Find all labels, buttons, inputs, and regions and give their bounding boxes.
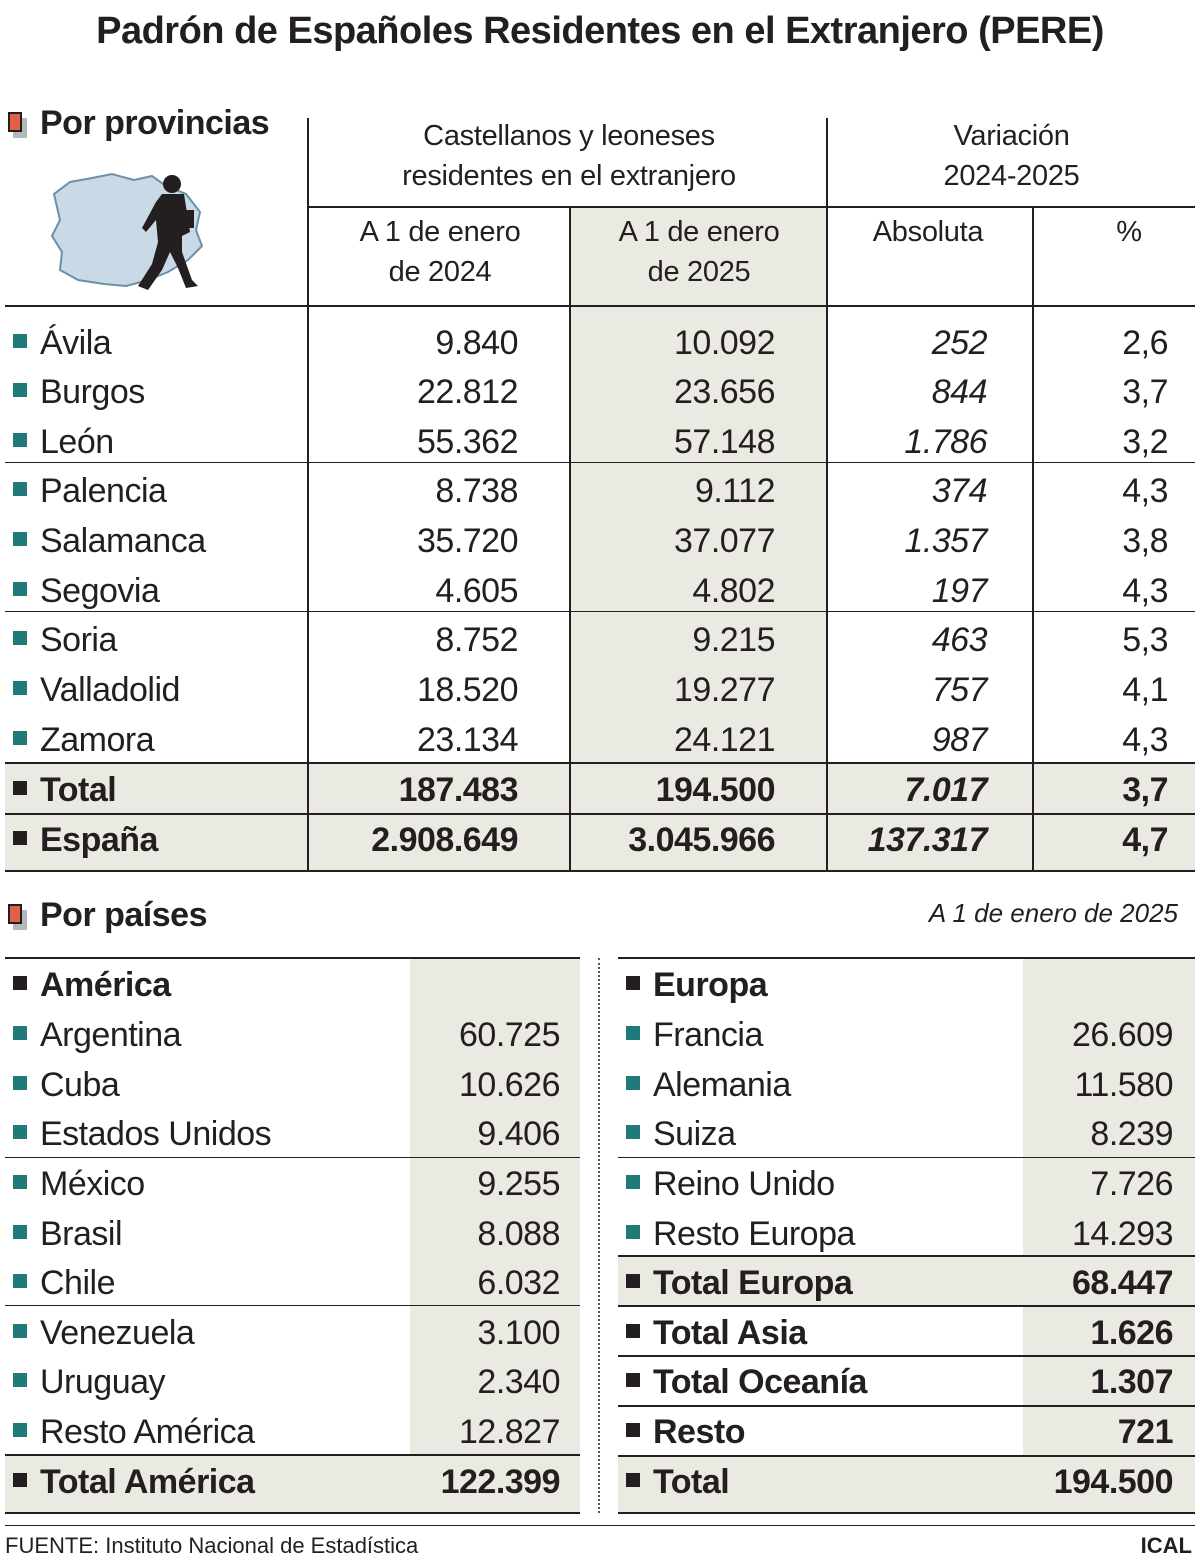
country-name: Francia <box>626 1010 763 1060</box>
variation-absolute: 1.786 <box>904 423 987 461</box>
country-name: Total <box>626 1457 729 1507</box>
province-row <box>5 566 1195 616</box>
value-2025: 3.045.966 <box>628 821 775 859</box>
country-name: Resto América <box>13 1407 255 1457</box>
country-name: Venezuela <box>13 1308 194 1358</box>
country-name: Cuba <box>13 1060 119 1110</box>
province-row <box>5 815 1195 865</box>
country-value: 26.609 <box>1072 1016 1173 1054</box>
country-name: Resto Europa <box>626 1209 855 1259</box>
row-marker-icon <box>626 1175 640 1189</box>
row-marker-icon <box>13 482 27 496</box>
value-2025: 4.802 <box>692 572 775 610</box>
value-2024: 9.840 <box>435 324 518 362</box>
row-marker-icon <box>13 334 27 348</box>
value-2025: 10.092 <box>674 324 775 362</box>
variation-percent: 3,7 <box>1122 373 1168 411</box>
row-marker-icon <box>13 1423 27 1437</box>
province-row <box>5 466 1195 516</box>
value-2024: 8.752 <box>435 621 518 659</box>
province-row <box>5 318 1195 368</box>
row-marker-icon <box>626 1125 640 1139</box>
country-name: Uruguay <box>13 1357 165 1407</box>
province-name: Salamanca <box>13 516 206 566</box>
row-marker-icon <box>626 976 640 990</box>
value-2024: 18.520 <box>417 671 518 709</box>
country-value: 1.307 <box>1090 1363 1173 1401</box>
row-marker-icon <box>13 1225 27 1239</box>
row-marker-icon <box>626 1373 640 1387</box>
province-name: Segovia <box>13 566 159 616</box>
variation-percent: 3,2 <box>1122 423 1168 461</box>
country-value: 2.340 <box>477 1363 560 1401</box>
column-separator <box>598 958 600 1513</box>
row-marker-icon <box>13 1274 27 1288</box>
row-marker-icon <box>626 1274 640 1288</box>
country-name: Argentina <box>13 1010 181 1060</box>
country-row <box>618 1159 1195 1209</box>
value-2025: 57.148 <box>674 423 775 461</box>
country-row <box>618 1308 1195 1358</box>
row-marker-icon <box>13 1076 27 1090</box>
country-name: Europa <box>626 960 767 1010</box>
variation-absolute: 374 <box>931 472 987 510</box>
country-row <box>5 1457 580 1507</box>
country-row <box>618 1010 1195 1060</box>
row-marker-icon <box>13 1324 27 1338</box>
variation-absolute: 137.317 <box>867 821 987 859</box>
country-value: 10.626 <box>459 1066 560 1104</box>
country-row <box>618 1407 1195 1457</box>
province-name: Palencia <box>13 466 166 516</box>
province-name: Total <box>13 765 116 815</box>
province-row <box>5 615 1195 665</box>
variation-absolute: 757 <box>931 671 987 709</box>
country-name: Alemania <box>626 1060 791 1110</box>
country-row <box>618 1258 1195 1308</box>
value-2024: 4.605 <box>435 572 518 610</box>
country-value: 122.399 <box>440 1463 560 1501</box>
europe-bottom-line <box>618 1512 1195 1514</box>
row-marker-icon <box>13 831 27 845</box>
brand-logo: ICAL <box>1140 1533 1192 1558</box>
country-value: 7.726 <box>1090 1165 1173 1203</box>
row-marker-icon <box>13 1373 27 1387</box>
province-row <box>5 715 1195 765</box>
country-value: 11.580 <box>1074 1066 1173 1104</box>
variation-percent: 5,3 <box>1122 621 1168 659</box>
countries-heading: Por países <box>40 896 207 934</box>
variation-percent: 3,8 <box>1122 522 1168 560</box>
value-2024: 22.812 <box>417 373 518 411</box>
province-name: Burgos <box>13 367 145 417</box>
header-divider <box>307 206 1195 208</box>
province-name: Soria <box>13 615 117 665</box>
value-2025: 194.500 <box>655 771 775 809</box>
country-name: Total Europa <box>626 1258 852 1308</box>
country-value: 9.406 <box>477 1115 560 1153</box>
section-marker-icon <box>8 112 24 134</box>
variation-absolute: 1.357 <box>904 522 987 560</box>
variation-absolute: 844 <box>931 373 987 411</box>
country-row <box>618 1109 1195 1159</box>
country-value: 12.827 <box>459 1413 560 1451</box>
country-value: 68.447 <box>1072 1264 1173 1302</box>
row-marker-icon <box>13 1125 27 1139</box>
country-row <box>5 1109 580 1159</box>
province-row <box>5 417 1195 467</box>
provinces-heading: Por provincias <box>40 104 270 142</box>
variation-percent: 4,7 <box>1122 821 1168 859</box>
section-marker-icon <box>8 904 24 926</box>
value-2024: 35.720 <box>417 522 518 560</box>
value-2024: 187.483 <box>398 771 518 809</box>
variation-percent: 4,3 <box>1122 472 1168 510</box>
country-row <box>618 1457 1195 1507</box>
country-name: Total Oceanía <box>626 1357 867 1407</box>
country-value: 8.239 <box>1090 1115 1173 1153</box>
value-2024: 8.738 <box>435 472 518 510</box>
row-marker-icon <box>13 1473 27 1487</box>
country-name: Total Asia <box>626 1308 807 1358</box>
walking-man-icon <box>128 172 208 300</box>
row-marker-icon <box>13 1175 27 1189</box>
country-value: 14.293 <box>1072 1215 1173 1253</box>
country-row <box>5 1308 580 1358</box>
province-name: Valladolid <box>13 665 180 715</box>
country-name: Estados Unidos <box>13 1109 271 1159</box>
country-value: 9.255 <box>477 1165 560 1203</box>
header-bottom-line <box>5 305 1195 307</box>
row-marker-icon <box>626 1026 640 1040</box>
country-name: Total América <box>13 1457 255 1507</box>
country-row <box>5 1159 580 1209</box>
value-2025: 24.121 <box>674 721 775 759</box>
variation-header: Variación 2024-2025 <box>943 120 1080 192</box>
country-value: 60.725 <box>459 1016 560 1054</box>
country-name: Reino Unido <box>626 1159 835 1209</box>
country-row <box>5 1010 580 1060</box>
row-marker-icon <box>13 582 27 596</box>
row-marker-icon <box>626 1225 640 1239</box>
row-marker-icon <box>626 1473 640 1487</box>
country-row <box>618 1209 1195 1259</box>
variation-absolute: 987 <box>931 721 987 759</box>
province-name: Zamora <box>13 715 154 765</box>
country-name: América <box>13 960 171 1010</box>
variation-percent: 4,1 <box>1122 671 1168 709</box>
row-marker-icon <box>13 781 27 795</box>
source-note: FUENTE: Instituto Nacional de Estadística <box>5 1533 419 1558</box>
country-name: México <box>13 1159 145 1209</box>
province-row <box>5 367 1195 417</box>
page-title: Padrón de Españoles Residentes en el Extranjero (PERE) <box>96 10 1104 52</box>
row-marker-icon <box>13 976 27 990</box>
country-row <box>5 1357 580 1407</box>
country-row <box>618 1357 1195 1407</box>
province-name: León <box>13 417 114 467</box>
value-2024: 2.908.649 <box>371 821 518 859</box>
europe-top-line <box>618 957 1195 959</box>
province-row <box>5 765 1195 815</box>
country-value: 721 <box>1117 1413 1173 1451</box>
variation-absolute: 252 <box>931 324 987 362</box>
variation-absolute: 7.017 <box>904 771 987 809</box>
row-marker-icon <box>13 433 27 447</box>
variation-percent: 2,6 <box>1122 324 1168 362</box>
country-row <box>5 1209 580 1259</box>
footer-line <box>5 1525 1195 1526</box>
variation-percent: 4,3 <box>1122 721 1168 759</box>
country-row <box>618 960 1195 1010</box>
province-row <box>5 516 1195 566</box>
country-name: Resto <box>626 1407 745 1457</box>
province-name: Ávila <box>13 318 111 368</box>
col-header-2024: A 1 de enero de 2024 <box>359 216 521 288</box>
province-name: España <box>13 815 158 865</box>
country-name: Suiza <box>626 1109 736 1159</box>
variation-absolute: 463 <box>931 621 987 659</box>
col-header-absolute: Absoluta <box>872 216 984 248</box>
country-row <box>618 1060 1195 1110</box>
col-header-percent: % <box>1116 216 1142 248</box>
row-marker-icon <box>626 1076 640 1090</box>
country-name: Chile <box>13 1258 115 1308</box>
country-value: 8.088 <box>477 1215 560 1253</box>
value-2025: 19.277 <box>674 671 775 709</box>
variation-percent: 3,7 <box>1122 771 1168 809</box>
group-header: Castellanos y leoneses residentes en el extranjero <box>402 120 736 192</box>
country-row <box>5 960 580 1010</box>
country-row <box>5 1060 580 1110</box>
value-2024: 55.362 <box>417 423 518 461</box>
row-marker-icon <box>13 731 27 745</box>
america-top-line <box>5 957 580 959</box>
row-marker-icon <box>13 1026 27 1040</box>
america-bottom-line <box>5 1512 580 1514</box>
value-2024: 23.134 <box>417 721 518 759</box>
country-value: 3.100 <box>477 1314 560 1352</box>
value-2025: 23.656 <box>674 373 775 411</box>
row-marker-icon <box>13 681 27 695</box>
date-note: A 1 de enero de 2025 <box>928 898 1178 928</box>
table-bottom-line <box>5 870 1195 872</box>
variation-percent: 4,3 <box>1122 572 1168 610</box>
province-row <box>5 665 1195 715</box>
variation-absolute: 197 <box>931 572 987 610</box>
value-2025: 9.215 <box>692 621 775 659</box>
row-marker-icon <box>13 532 27 546</box>
row-marker-icon <box>626 1324 640 1338</box>
value-2025: 9.112 <box>694 472 775 510</box>
country-row <box>5 1258 580 1308</box>
country-name: Brasil <box>13 1209 122 1259</box>
row-marker-icon <box>626 1423 640 1437</box>
row-marker-icon <box>13 383 27 397</box>
country-value: 194.500 <box>1053 1463 1173 1501</box>
row-marker-icon <box>13 631 27 645</box>
country-row <box>5 1407 580 1457</box>
col-header-2025: A 1 de enero de 2025 <box>618 216 780 288</box>
value-2025: 37.077 <box>674 522 775 560</box>
country-value: 6.032 <box>477 1264 560 1302</box>
country-value: 1.626 <box>1090 1314 1173 1352</box>
